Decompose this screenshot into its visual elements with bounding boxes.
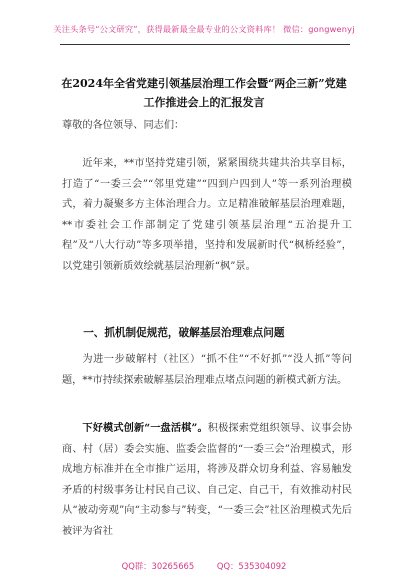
footer-contact — [0, 560, 408, 572]
footer-qq-number: QQ：535304092 — [216, 561, 287, 571]
paragraph-3-lead: 下好模式创新“一盘活棋”。 — [82, 422, 208, 434]
paragraph-1: 近年来，**市坚持党建引领，紧紧围绕共建共治共享目标，打造了“一委三会”“邻里党建”“四到户四到人”等一系列治理模式，着力凝聚多方主体治理合力。立足精准破解基层治理难题，**市委社会工作部制定了党建引领基层治理“五治提升工程”及“八大行动”等多项举措，坚持和发展新时代“枫桥经验”，以党建引领新质效绘就基层治理新“枫”景。 — [62, 158, 352, 272]
header-banner: 关注头条号“公文研究”，获得最新最全最专业的公文资料库！ 微信：gongwenyj — [53, 24, 355, 34]
section-heading-1: 一、抓机制促规范，破解基层治理难点问题 — [83, 327, 285, 339]
footer-qq-group: QQ群：30265665 — [121, 561, 195, 571]
header-divider — [60, 44, 350, 45]
salutation: 尊敬的各位领导、同志们： — [62, 120, 185, 131]
paragraph-3-body: 积极探索党组织领导、议事会协商、村（居）委会实施、监委会监督的“一委三会”治理模式，形成地方标准并在全市推广运用，将涉及群众切身利益、容易触发矛盾的村级事务让村民自己议、自己定、自己干，有效推动村民从“被动旁观”向“主动参与”转变，“一委三会”社区治理模式先后被评为省社 — [62, 423, 353, 537]
document-title: 在2024年全省党建引领基层治理工作会暨“两企三新”党建工作推进会上的汇报发言 — [61, 77, 347, 109]
paragraph-3 — [62, 418, 352, 543]
paragraph-2: 为进一步破解村（社区）“抓不住”“不好抓”“没人抓”等问题，**市持续探索破解基层治理难点堵点问题的新模式新方法。 — [62, 354, 352, 386]
